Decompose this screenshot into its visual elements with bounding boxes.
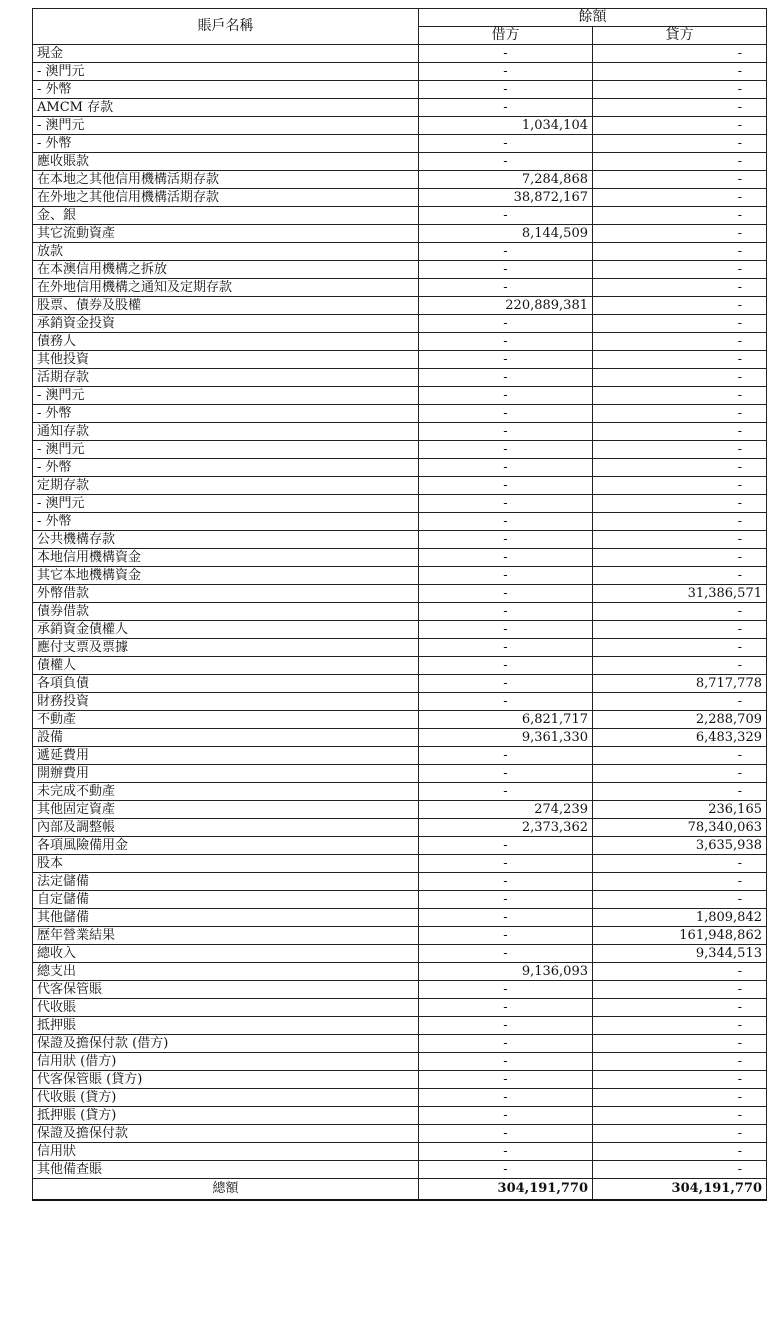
- debit-cell: -: [419, 387, 593, 405]
- debit-cell: -: [419, 783, 593, 801]
- debit-cell: -: [419, 585, 593, 603]
- credit-cell: -: [593, 1089, 767, 1107]
- table-row: [33, 81, 767, 99]
- table-row: [33, 333, 767, 351]
- table-row: [33, 153, 767, 171]
- debit-cell: -: [419, 513, 593, 531]
- debit-cell: 6,821,717: [419, 711, 593, 729]
- credit-cell: 236,165: [593, 801, 767, 819]
- account-name-cell: 債務人: [33, 333, 419, 351]
- account-name-cell: 內部及調整帳: [33, 819, 419, 837]
- debit-cell: -: [419, 549, 593, 567]
- debit-cell: -: [419, 855, 593, 873]
- debit-cell: -: [419, 693, 593, 711]
- table-row: [33, 45, 767, 63]
- debit-cell: -: [419, 891, 593, 909]
- debit-cell: -: [419, 99, 593, 117]
- debit-header: 借方: [419, 27, 593, 45]
- account-name-cell: 其它本地機構資金: [33, 567, 419, 585]
- account-name-cell: 抵押賬 (貸方): [33, 1107, 419, 1125]
- table-row: [33, 243, 767, 261]
- debit-cell: 7,284,868: [419, 171, 593, 189]
- debit-cell: -: [419, 765, 593, 783]
- table-row: [33, 135, 767, 153]
- credit-cell: -: [593, 135, 767, 153]
- account-name-cell: 代客保管賬: [33, 981, 419, 999]
- credit-cell: -: [593, 549, 767, 567]
- table-row: [33, 297, 767, 315]
- debit-cell: -: [419, 243, 593, 261]
- total-debit: 304,191,770: [419, 1179, 593, 1201]
- account-name-cell: 代收賬 (貸方): [33, 1089, 419, 1107]
- debit-cell: -: [419, 495, 593, 513]
- credit-cell: 3,635,938: [593, 837, 767, 855]
- credit-cell: -: [593, 513, 767, 531]
- table-row: [33, 1017, 767, 1035]
- account-name-cell: - 外幣: [33, 135, 419, 153]
- debit-cell: -: [419, 441, 593, 459]
- credit-cell: -: [593, 315, 767, 333]
- credit-cell: -: [593, 171, 767, 189]
- table-row: [33, 369, 767, 387]
- debit-cell: 274,239: [419, 801, 593, 819]
- table-row: [33, 495, 767, 513]
- debit-cell: -: [419, 477, 593, 495]
- account-name-cell: 股票、債券及股權: [33, 297, 419, 315]
- account-name-cell: 未完成不動產: [33, 783, 419, 801]
- debit-cell: -: [419, 423, 593, 441]
- table-row: [33, 1125, 767, 1143]
- table-row: [33, 747, 767, 765]
- account-name-cell: 通知存款: [33, 423, 419, 441]
- debit-cell: 9,136,093: [419, 963, 593, 981]
- table-row: [33, 99, 767, 117]
- debit-cell: -: [419, 1143, 593, 1161]
- table-row: [33, 351, 767, 369]
- account-name-cell: 應收賬款: [33, 153, 419, 171]
- credit-cell: 6,483,329: [593, 729, 767, 747]
- table-row: [33, 981, 767, 999]
- credit-cell: -: [593, 1053, 767, 1071]
- table-header: [33, 9, 767, 45]
- table-row: [33, 657, 767, 675]
- table-row: [33, 63, 767, 81]
- account-name-cell: 抵押賬: [33, 1017, 419, 1035]
- debit-cell: -: [419, 657, 593, 675]
- credit-cell: -: [593, 441, 767, 459]
- table-row: [33, 477, 767, 495]
- debit-cell: -: [419, 837, 593, 855]
- debit-cell: -: [419, 1017, 593, 1035]
- debit-cell: -: [419, 351, 593, 369]
- credit-cell: -: [593, 1125, 767, 1143]
- table-row: [33, 549, 767, 567]
- table-row: [33, 837, 767, 855]
- credit-cell: 2,288,709: [593, 711, 767, 729]
- debit-cell: -: [419, 1071, 593, 1089]
- debit-cell: -: [419, 639, 593, 657]
- table-row: [33, 783, 767, 801]
- table-row: [33, 603, 767, 621]
- table-body: [33, 45, 767, 1179]
- credit-cell: -: [593, 765, 767, 783]
- debit-cell: -: [419, 567, 593, 585]
- credit-cell: -: [593, 459, 767, 477]
- credit-cell: -: [593, 297, 767, 315]
- account-name-cell: 代收賬: [33, 999, 419, 1017]
- debit-cell: -: [419, 153, 593, 171]
- credit-cell: -: [593, 477, 767, 495]
- account-name-cell: 其他固定資產: [33, 801, 419, 819]
- table-row: [33, 117, 767, 135]
- table-row: [33, 1089, 767, 1107]
- account-name-cell: 信用狀 (借方): [33, 1053, 419, 1071]
- credit-cell: 1,809,842: [593, 909, 767, 927]
- credit-cell: -: [593, 1071, 767, 1089]
- credit-cell: -: [593, 279, 767, 297]
- account-name-cell: - 澳門元: [33, 441, 419, 459]
- table-row: [33, 819, 767, 837]
- account-name-cell: 在外地之其他信用機構活期存款: [33, 189, 419, 207]
- account-name-cell: 債權人: [33, 657, 419, 675]
- account-name-cell: 其他備查賬: [33, 1161, 419, 1179]
- debit-cell: -: [419, 1035, 593, 1053]
- debit-cell: -: [419, 945, 593, 963]
- credit-cell: -: [593, 1017, 767, 1035]
- debit-cell: -: [419, 261, 593, 279]
- table-row: [33, 1071, 767, 1089]
- table-row: [33, 585, 767, 603]
- account-name-cell: - 外幣: [33, 81, 419, 99]
- table-row: [33, 945, 767, 963]
- account-name-cell: - 澳門元: [33, 63, 419, 81]
- debit-cell: -: [419, 1161, 593, 1179]
- trial-balance-table: [32, 8, 767, 1201]
- account-name-cell: 不動產: [33, 711, 419, 729]
- table-row: [33, 1161, 767, 1179]
- table-row: [33, 279, 767, 297]
- account-name-cell: 本地信用機構資金: [33, 549, 419, 567]
- account-name-cell: 承銷資金債權人: [33, 621, 419, 639]
- debit-cell: 9,361,330: [419, 729, 593, 747]
- table-row: [33, 459, 767, 477]
- debit-cell: -: [419, 315, 593, 333]
- credit-cell: -: [593, 747, 767, 765]
- debit-cell: -: [419, 981, 593, 999]
- credit-cell: -: [593, 405, 767, 423]
- credit-cell: -: [593, 603, 767, 621]
- debit-cell: -: [419, 333, 593, 351]
- table-row: [33, 927, 767, 945]
- account-name-cell: 在本澳信用機構之拆放: [33, 261, 419, 279]
- credit-cell: -: [593, 99, 767, 117]
- account-name-cell: 股本: [33, 855, 419, 873]
- account-name-cell: 各項負債: [33, 675, 419, 693]
- credit-cell: -: [593, 873, 767, 891]
- debit-cell: -: [419, 369, 593, 387]
- credit-cell: -: [593, 531, 767, 549]
- credit-cell: 78,340,063: [593, 819, 767, 837]
- table-row: [33, 873, 767, 891]
- account-name-cell: 其它流動資產: [33, 225, 419, 243]
- table-row: [33, 171, 767, 189]
- account-name-cell: 公共機構存款: [33, 531, 419, 549]
- credit-cell: -: [593, 783, 767, 801]
- debit-cell: -: [419, 459, 593, 477]
- table-row: [33, 711, 767, 729]
- debit-cell: 1,034,104: [419, 117, 593, 135]
- credit-cell: -: [593, 981, 767, 999]
- account-name-cell: 放款: [33, 243, 419, 261]
- debit-cell: 38,872,167: [419, 189, 593, 207]
- credit-cell: -: [593, 387, 767, 405]
- credit-cell: -: [593, 261, 767, 279]
- debit-cell: -: [419, 927, 593, 945]
- debit-cell: -: [419, 81, 593, 99]
- table-row: [33, 441, 767, 459]
- table-row: [33, 1053, 767, 1071]
- credit-cell: -: [593, 693, 767, 711]
- debit-cell: -: [419, 747, 593, 765]
- account-name-cell: 其他儲備: [33, 909, 419, 927]
- total-label: 總額: [33, 1179, 419, 1201]
- header-row-top: [33, 9, 767, 27]
- account-name-cell: 其他投資: [33, 351, 419, 369]
- debit-cell: -: [419, 1089, 593, 1107]
- account-name-cell: 各項風險備用金: [33, 837, 419, 855]
- table-row: [33, 261, 767, 279]
- table-row: [33, 225, 767, 243]
- debit-cell: 2,373,362: [419, 819, 593, 837]
- debit-cell: -: [419, 909, 593, 927]
- credit-cell: -: [593, 495, 767, 513]
- credit-cell: -: [593, 117, 767, 135]
- debit-cell: -: [419, 1107, 593, 1125]
- credit-cell: -: [593, 243, 767, 261]
- account-name-cell: 保證及擔保付款: [33, 1125, 419, 1143]
- account-name-cell: - 外幣: [33, 459, 419, 477]
- table-row: [33, 423, 767, 441]
- table-row: [33, 963, 767, 981]
- credit-cell: -: [593, 999, 767, 1017]
- debit-cell: -: [419, 45, 593, 63]
- credit-cell: -: [593, 351, 767, 369]
- credit-cell: -: [593, 963, 767, 981]
- account-name-cell: - 澳門元: [33, 387, 419, 405]
- account-name-cell: 在外地信用機構之通知及定期存款: [33, 279, 419, 297]
- credit-cell: -: [593, 63, 767, 81]
- debit-cell: -: [419, 135, 593, 153]
- account-name-cell: 外幣借款: [33, 585, 419, 603]
- credit-cell: -: [593, 189, 767, 207]
- credit-cell: -: [593, 621, 767, 639]
- table-row: [33, 1035, 767, 1053]
- credit-cell: -: [593, 81, 767, 99]
- account-name-cell: 承銷資金投資: [33, 315, 419, 333]
- account-name-cell: 代客保管賬 (貸方): [33, 1071, 419, 1089]
- credit-cell: -: [593, 369, 767, 387]
- account-name-cell: 歷年營業結果: [33, 927, 419, 945]
- debit-cell: -: [419, 1053, 593, 1071]
- debit-cell: -: [419, 999, 593, 1017]
- table-row: [33, 405, 767, 423]
- debit-cell: -: [419, 675, 593, 693]
- credit-cell: -: [593, 423, 767, 441]
- credit-cell: -: [593, 153, 767, 171]
- table-row: [33, 801, 767, 819]
- debit-cell: 220,889,381: [419, 297, 593, 315]
- table-row: [33, 1107, 767, 1125]
- account-name-cell: 現金: [33, 45, 419, 63]
- table-row: [33, 567, 767, 585]
- account-name-cell: 信用狀: [33, 1143, 419, 1161]
- table-row: [33, 693, 767, 711]
- credit-cell: 8,717,778: [593, 675, 767, 693]
- account-name-cell: AMCM 存款: [33, 99, 419, 117]
- debit-cell: -: [419, 405, 593, 423]
- debit-cell: -: [419, 531, 593, 549]
- account-name-cell: 保證及擔保付款 (借方): [33, 1035, 419, 1053]
- credit-cell: 161,948,862: [593, 927, 767, 945]
- account-name-cell: 遞延費用: [33, 747, 419, 765]
- account-name-cell: - 澳門元: [33, 117, 419, 135]
- credit-cell: -: [593, 1161, 767, 1179]
- total-row: [33, 1179, 767, 1201]
- account-name-cell: 應付支票及票據: [33, 639, 419, 657]
- account-name-cell: 活期存款: [33, 369, 419, 387]
- credit-cell: -: [593, 225, 767, 243]
- table-row: [33, 729, 767, 747]
- account-name-cell: - 澳門元: [33, 495, 419, 513]
- table-row: [33, 999, 767, 1017]
- table-row: [33, 207, 767, 225]
- account-name-cell: 金、銀: [33, 207, 419, 225]
- table-row: [33, 855, 767, 873]
- table-row: [33, 909, 767, 927]
- account-name-cell: 自定儲備: [33, 891, 419, 909]
- debit-cell: -: [419, 63, 593, 81]
- credit-cell: 9,344,513: [593, 945, 767, 963]
- account-name-cell: 財務投資: [33, 693, 419, 711]
- account-name-cell: - 外幣: [33, 513, 419, 531]
- account-name-cell: 設備: [33, 729, 419, 747]
- debit-cell: -: [419, 873, 593, 891]
- credit-cell: -: [593, 45, 767, 63]
- table-row: [33, 513, 767, 531]
- account-name-cell: 定期存款: [33, 477, 419, 495]
- account-name-cell: 開辦費用: [33, 765, 419, 783]
- table-row: [33, 675, 767, 693]
- account-name-cell: 法定儲備: [33, 873, 419, 891]
- debit-cell: -: [419, 1125, 593, 1143]
- credit-cell: -: [593, 207, 767, 225]
- credit-cell: -: [593, 855, 767, 873]
- table-row: [33, 315, 767, 333]
- table-row: [33, 891, 767, 909]
- table-row: [33, 639, 767, 657]
- credit-cell: 31,386,571: [593, 585, 767, 603]
- account-name-header: 賬戶名稱: [33, 9, 419, 45]
- credit-cell: -: [593, 1035, 767, 1053]
- table-row: [33, 765, 767, 783]
- credit-cell: -: [593, 567, 767, 585]
- account-name-cell: 總收入: [33, 945, 419, 963]
- balance-header: 餘額: [419, 9, 767, 27]
- table-row: [33, 189, 767, 207]
- table-row: [33, 531, 767, 549]
- table-row: [33, 621, 767, 639]
- account-name-cell: 債券借款: [33, 603, 419, 621]
- debit-cell: 8,144,509: [419, 225, 593, 243]
- credit-cell: -: [593, 657, 767, 675]
- credit-cell: -: [593, 639, 767, 657]
- credit-cell: -: [593, 1143, 767, 1161]
- debit-cell: -: [419, 603, 593, 621]
- total-credit: 304,191,770: [593, 1179, 767, 1201]
- debit-cell: -: [419, 279, 593, 297]
- credit-cell: -: [593, 333, 767, 351]
- debit-cell: -: [419, 621, 593, 639]
- table-row: [33, 387, 767, 405]
- account-name-cell: 在本地之其他信用機構活期存款: [33, 171, 419, 189]
- debit-cell: -: [419, 207, 593, 225]
- credit-cell: -: [593, 891, 767, 909]
- table-row: [33, 1143, 767, 1161]
- account-name-cell: - 外幣: [33, 405, 419, 423]
- credit-header: 貸方: [593, 27, 767, 45]
- credit-cell: -: [593, 1107, 767, 1125]
- account-name-cell: 總支出: [33, 963, 419, 981]
